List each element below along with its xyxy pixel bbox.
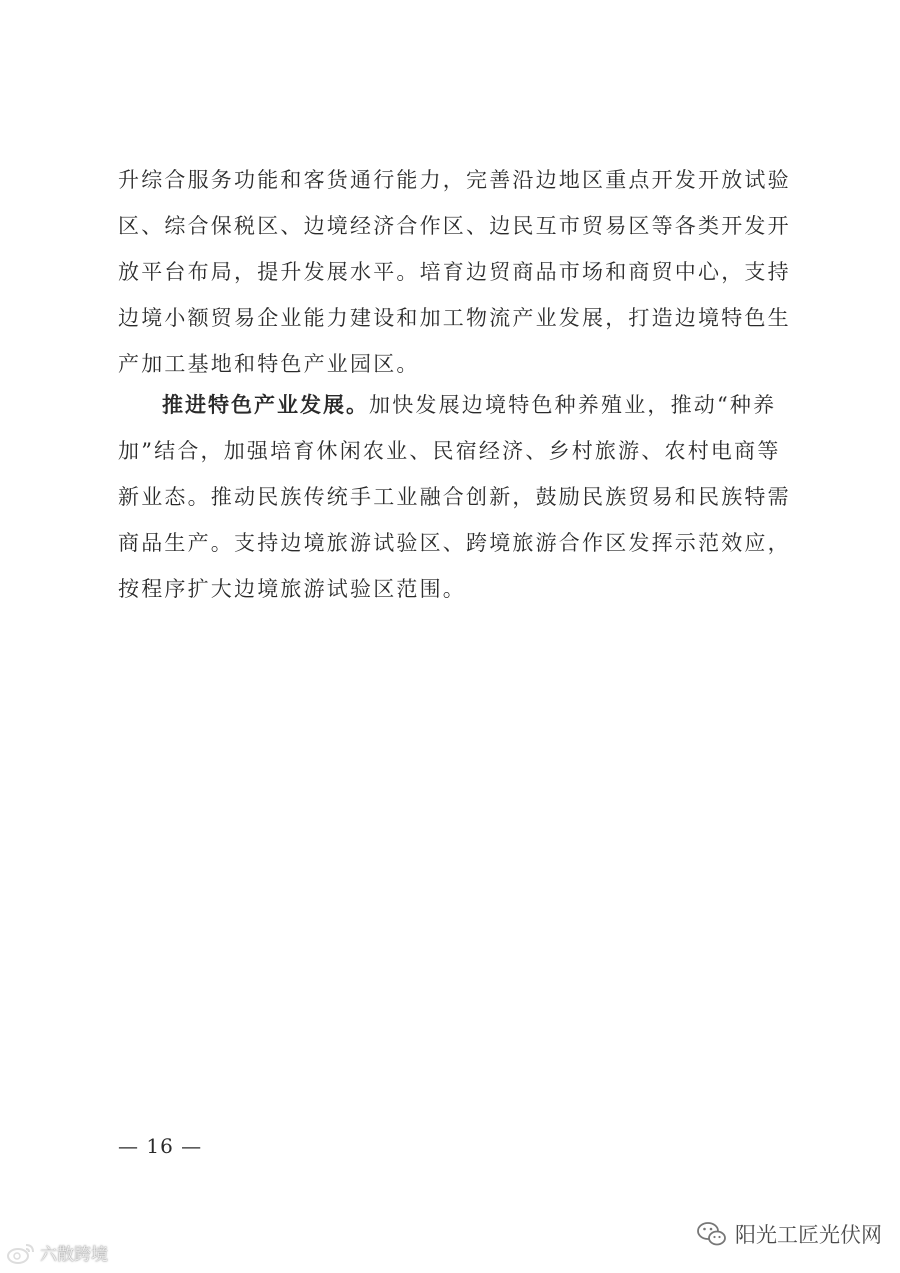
left-watermark — [6, 1240, 108, 1265]
paragraph-line: 新业态。推动民族传统手工业融合创新，鼓励民族贸易和民族特需 — [118, 485, 791, 509]
wechat-icon — [697, 1221, 727, 1247]
paragraph-1 — [118, 157, 798, 387]
paragraph-line: 加”结合，加强培育休闲农业、民宿经济、乡村旅游、农村电商等 — [118, 439, 781, 463]
paragraph-text: 加快发展边境特色种养殖业，推动“种养 — [369, 393, 777, 417]
paragraph-first-line — [118, 382, 798, 428]
paragraph-2 — [118, 382, 798, 612]
right-watermark-text: 阳光工匠光伏网 — [735, 1223, 882, 1247]
paragraph-line: 区、综合保税区、边境经济合作区、边民互市贸易区等各类开发开 — [118, 214, 791, 238]
paragraph-line: 按程序扩大边境旅游试验区范围。 — [118, 577, 466, 601]
paragraph-line: 产加工基地和特色产业园区。 — [118, 352, 420, 376]
right-watermark — [697, 1219, 882, 1249]
paragraph-line: 边境小额贸易企业能力建设和加工物流产业发展，打造边境特色生 — [118, 306, 791, 330]
page-number: — 16 — — [118, 1134, 203, 1158]
left-watermark-text: 六散跨境 — [40, 1245, 108, 1265]
paragraph-line: 放平台布局，提升发展水平。培育边贸商品市场和商贸中心，支持 — [118, 260, 791, 284]
paragraph-line: 商品生产。支持边境旅游试验区、跨境旅游合作区发挥示范效应， — [118, 531, 791, 555]
weibo-icon — [6, 1242, 36, 1264]
section-heading: 推进特色产业发展。 — [162, 393, 369, 417]
paragraph-line: 升综合服务功能和客货通行能力，完善沿边地区重点开发开放试验 — [118, 168, 791, 192]
